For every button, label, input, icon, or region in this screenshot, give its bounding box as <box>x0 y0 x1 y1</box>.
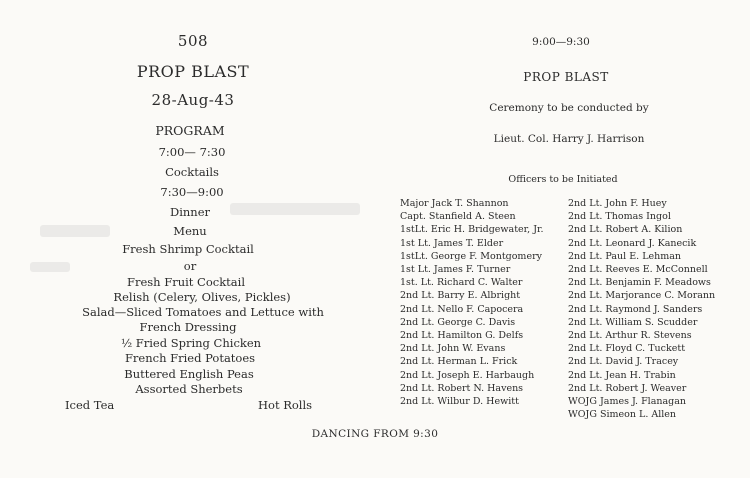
officer-name-right: WOJG Simeon L. Allen <box>568 409 677 421</box>
menu-item: Salad—Sliced Tomatoes and Lettuce with <box>82 305 324 319</box>
officer-name-left: 2nd Lt. George C. Davis <box>400 316 516 328</box>
officer-row <box>375 396 750 410</box>
officer-name-left: 1stLt. Eric H. Bridgewater, Jr. <box>400 224 544 236</box>
officer-row <box>375 343 750 357</box>
menu-item: ½ Fried Spring Chicken <box>120 336 262 350</box>
officer-name-right: 2nd Lt. Floyd C. Tuckett <box>568 343 686 355</box>
officer-name-left: Major Jack T. Shannon <box>400 198 509 209</box>
officer-name-left: 2nd Lt. Barry E. Albright <box>400 290 521 302</box>
officer-name-right: 2nd Lt. William S. Scudder <box>568 316 698 328</box>
menu-hot-rolls: Hot Rolls <box>258 398 313 412</box>
officer-name-left: 1stLt. George F. Montgomery <box>400 250 542 262</box>
officer-name-left: 2nd Lt. Nello F. Capocera <box>400 303 524 315</box>
menu-item: Fresh Shrimp Cocktail <box>122 242 254 256</box>
menu-item: Buttered English Peas <box>124 367 254 381</box>
menu-heading: Menu <box>173 224 207 238</box>
program-heading: PROGRAM <box>155 123 225 138</box>
officers-heading: Officers to be Initiated <box>508 174 618 185</box>
right-panel <box>375 0 750 478</box>
program-time-1: 7:00— 7:30 <box>158 145 226 159</box>
officer-row <box>375 251 750 265</box>
officer-row <box>375 409 750 423</box>
officer-name-left: 2nd Lt. Hamilton G. Delfs <box>400 330 524 341</box>
officer-name-left: 2nd Lt. Joseph E. Harbaugh <box>400 369 535 381</box>
officer-name-left: Capt. Stanfield A. Steen <box>400 211 516 223</box>
menu-item: French Fried Potatoes <box>124 351 256 365</box>
officer-name-right: 2nd Lt. Paul E. Lehman <box>568 250 682 262</box>
program-number: 508 <box>177 32 209 50</box>
officer-name-left: 2nd Lt. Herman L. Frick <box>400 356 518 368</box>
officer-name-right: 2nd Lt. Benjamin F. Meadows <box>568 277 711 289</box>
officer-row <box>375 383 750 397</box>
officer-row <box>375 317 750 331</box>
ceremony-time: 9:00—9:30 <box>532 36 590 48</box>
officer-name-right: 2nd Lt. Marjorance C. Morann <box>568 290 716 302</box>
officer-row <box>375 330 750 344</box>
menu-item: French Dressing <box>139 320 237 334</box>
officer-name-right: 2nd Lt. Jean H. Trabin <box>568 369 676 381</box>
footer-dancing: DANCING FROM 9:30 <box>311 428 439 440</box>
menu-item: Assorted Sherbets <box>135 382 243 396</box>
officer-row <box>375 264 750 278</box>
officer-name-right: 2nd Lt. Robert A. Kilion <box>568 224 683 236</box>
officer-row <box>375 238 750 252</box>
officer-name-left: 2nd Lt. Robert N. Havens <box>400 382 524 394</box>
menu-iced-tea: Iced Tea <box>65 398 115 412</box>
event-title: PROP BLAST <box>136 62 250 81</box>
program-dinner: Dinner <box>169 205 211 219</box>
officer-name-right: 2nd Lt. Leonard J. Kanecik <box>568 237 697 249</box>
officer-name-left: 1st. Lt. Richard C. Walter <box>400 277 523 289</box>
officer-row <box>375 211 750 225</box>
officer-name-left: 1st Lt. James F. Turner <box>400 264 511 275</box>
menu-item: Relish (Celery, Olives, Pickles) <box>113 290 291 304</box>
officer-name-right: 2nd Lt. Robert J. Weaver <box>568 382 687 394</box>
officer-row <box>375 356 750 370</box>
event-date: 28-Aug-43 <box>151 91 235 109</box>
officer-row <box>375 370 750 384</box>
officer-name-right: 2nd Lt. Thomas Ingol <box>568 211 671 223</box>
program-cocktails: Cocktails <box>165 165 219 179</box>
officer-name-left: 2nd Lt. Wilbur D. Hewitt <box>400 396 519 407</box>
officer-name-right: 2nd Lt. Raymond J. Sanders <box>568 303 703 315</box>
officer-name-right: 2nd Lt. David J. Tracey <box>568 356 679 368</box>
officer-row <box>375 224 750 238</box>
officer-name-right: WOJG James J. Flanagan <box>568 396 687 407</box>
ceremony-title: PROP BLAST <box>523 70 609 84</box>
officer-row <box>375 304 750 318</box>
ceremony-conductor: Lieut. Col. Harry J. Harrison <box>493 133 645 145</box>
officer-row <box>375 198 750 212</box>
officer-name-right: 2nd Lt. John F. Huey <box>568 198 667 209</box>
officer-name-right: 2nd Lt. Reeves E. McConnell <box>568 264 708 275</box>
officer-name-right: 2nd Lt. Arthur R. Stevens <box>568 330 692 341</box>
officer-row <box>375 290 750 304</box>
officer-name-left: 1st Lt. James T. Elder <box>400 237 504 249</box>
program-time-2: 7:30—9:00 <box>160 185 224 199</box>
menu-item: or <box>183 259 197 273</box>
menu-item: Fresh Fruit Cocktail <box>126 275 246 289</box>
officer-name-left: 2nd Lt. John W. Evans <box>400 343 506 355</box>
officer-row <box>375 277 750 291</box>
ceremony-line: Ceremony to be conducted by <box>489 102 649 114</box>
